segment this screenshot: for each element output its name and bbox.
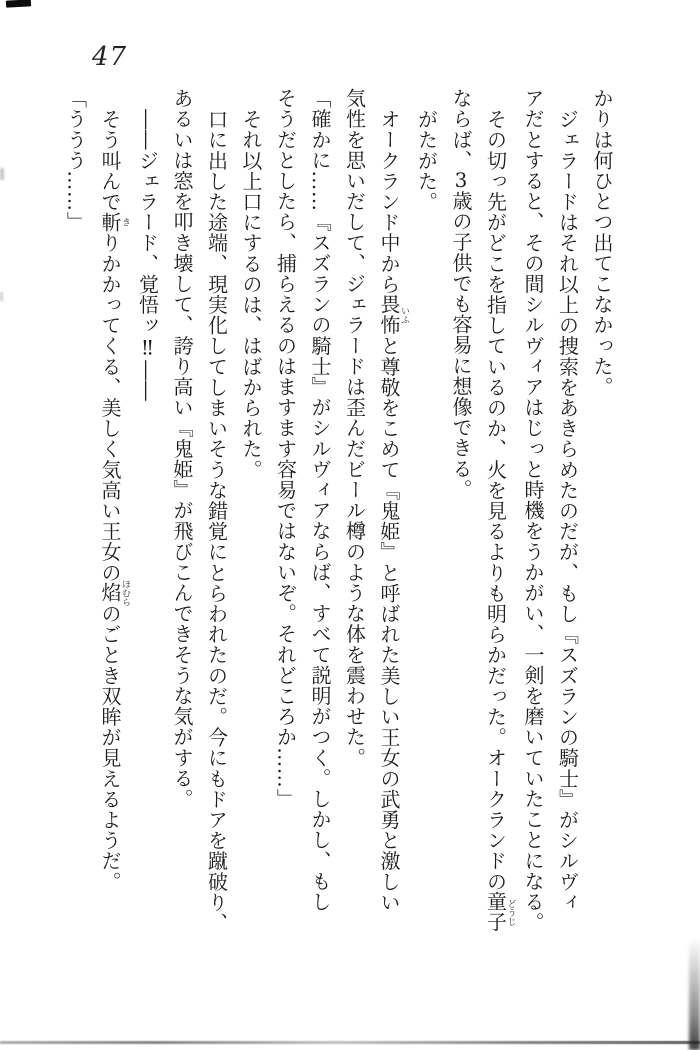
- ruby-word: 畏怖いふ: [377, 293, 409, 336]
- text-line: ジェラードはそれ以上の捜索をあきらめたのだが、もし『スズランの騎士』がシルヴィ: [555, 108, 580, 912]
- ruby-word: 童子どうじ: [483, 891, 516, 933]
- page-number: 47: [92, 42, 128, 72]
- text-line: ――ジェラード、覚悟ッ‼――: [135, 108, 160, 401]
- right-edge-smudge: [689, 938, 700, 1050]
- text-line: 「確かに……『スズランの騎士』がシルヴィアならば、すべて説明がつく。しかし、もし: [308, 88, 332, 912]
- furigana: き: [120, 211, 130, 233]
- ruby-word: 焰ほむら: [98, 579, 130, 607]
- text-line: がたがた。: [414, 108, 439, 212]
- text-line: それ以上口にするのは、はばかられた。: [239, 108, 263, 480]
- text-line: オークランド中から畏怖いふと尊敬をこめて『鬼姫』と呼ばれた美しい王女の武勇と激しい: [377, 108, 409, 912]
- text-line: そうだとしたら、捕らえるのはますます容易ではないぞ。それどころか……」: [273, 88, 298, 809]
- text-line: あるいは窓を叩き壊して、誇り高い『鬼姫』が飛びこんできそうな気がする。: [170, 88, 194, 809]
- left-edge-speck: [0, 168, 4, 180]
- furigana: いふ: [399, 293, 409, 336]
- text-line: ならば、3歳の子供でも容易に想像できる。: [449, 88, 473, 500]
- text-block: [58, 88, 619, 940]
- left-edge-speck: [0, 292, 3, 301]
- furigana: ほむら: [120, 579, 130, 607]
- text-line: かりは何ひとつ出てこなかった。: [590, 88, 614, 397]
- ruby-word: 斬き: [98, 211, 130, 233]
- furigana: どうじ: [505, 891, 516, 933]
- text-line: 気性を思いだして、ジェラードは歪んだビール樽のような体を震わせた。: [342, 88, 367, 768]
- bottom-scan-line: [0, 1041, 700, 1044]
- text-line: その切っ先がどこを指しているのか、火を見るよりも明らかだった。オークランドの童子どうじ: [483, 108, 516, 933]
- tate-chu-yoko-digit: 3: [454, 170, 468, 191]
- text-line: そう叫んで斬きりかかってくる、美しく気高い王女の焰ほむらのごとき双眸が見えるようだ。: [98, 108, 130, 892]
- text-line: アだとすると、その間シルヴィアはじっと時機をうかがい、一剣を磨いていたことになる。: [521, 88, 545, 933]
- text-line: 口に出した途端、現実化してしまいそうな錯覚にとらわれたのだ。今にもドアを蹴破り、: [204, 108, 229, 933]
- text-line: 「ううう……」: [63, 88, 88, 233]
- corner-ink-mark: [6, 0, 31, 8]
